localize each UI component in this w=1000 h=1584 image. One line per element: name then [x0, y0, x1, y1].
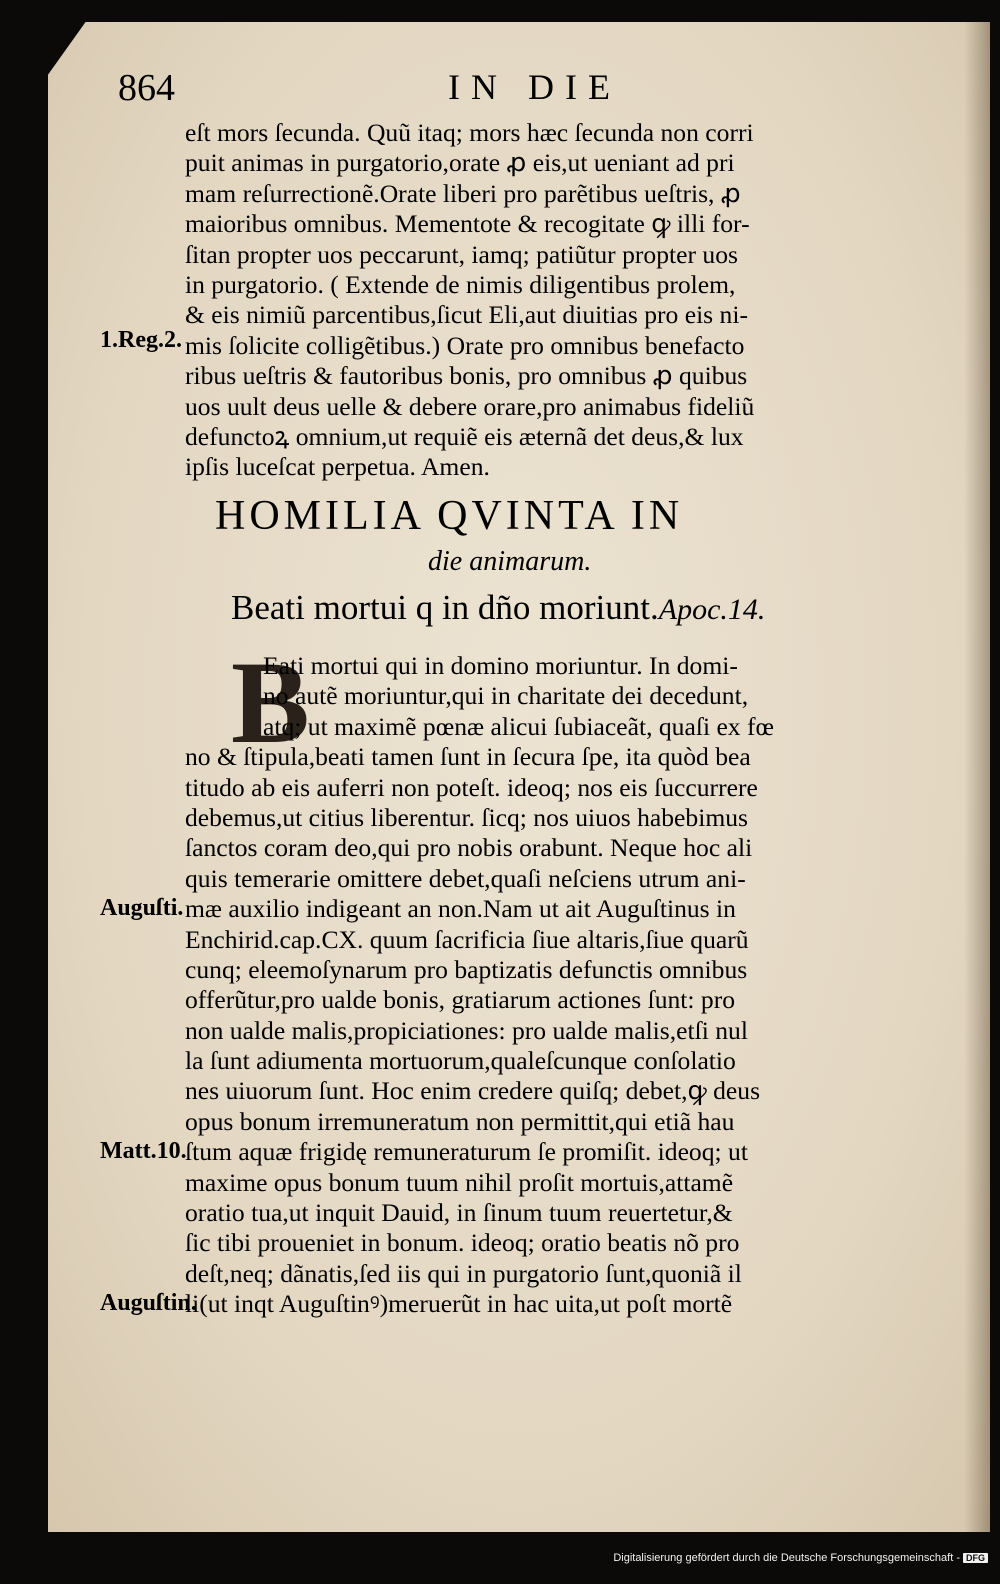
running-title: IN DIE: [448, 67, 621, 107]
verse-reference: Apoc.14.: [658, 593, 766, 626]
text-line: li(ut inqt Auguſtinꝰ)meruerũt in hac uita,ut poſt mortẽ: [185, 1289, 733, 1319]
dfg-logo: DFG: [963, 1553, 988, 1563]
page-header: [118, 66, 678, 110]
text-line: Enchirid.cap.CX. quum ſacrificia ſiue altaris,ſiue quarũ: [185, 924, 749, 954]
scripture-verse: [231, 588, 765, 628]
margin-note: Matt.10.: [100, 1138, 187, 1164]
margin-note: Auguſtin.: [100, 1290, 197, 1316]
text-line: mam reſurrectionẽ.Orate liberi pro parẽtibus ueſtris, ꝓ: [185, 178, 741, 208]
drop-cap: B: [231, 637, 310, 768]
text-line: offerũtur,pro ualde bonis, gratiarum actiones ſunt: pro: [185, 985, 736, 1015]
paragraph-2: [185, 651, 915, 1320]
text-line: puit animas in purgatorio,orate ꝓ eis,ut ueniant ad pri: [185, 148, 735, 178]
page-spine-shadow: [964, 22, 990, 1532]
text-line: no & ſtipula,beati tamen ſunt in ſecura ſpe, ita quòd bea: [185, 742, 751, 772]
text-line: deſt,neq; dãnatis,ſed iis qui in purgatorio ſunt,quoniã il: [185, 1258, 742, 1288]
text-line: & eis nimiũ parcentibus,ſicut Eli,aut diuitias pro eis ni-: [185, 300, 748, 330]
text-line: la ſunt adiumenta mortuorum,qualeſcunque conſolatio: [185, 1046, 736, 1076]
digitization-footer: [613, 1552, 988, 1564]
page-number: 864: [118, 67, 175, 109]
text-line: Eati mortui qui in domino moriuntur. In domi-: [263, 651, 738, 680]
verse-text: Beati mortui q in dño moriunt.: [231, 588, 659, 627]
text-line: non ualde malis,propiciationes: pro ualde malis,etſi nul: [185, 1015, 748, 1045]
footer-text: Digitalisierung gefördert durch die Deutsche Forschungsgemeinschaft -: [613, 1552, 960, 1564]
text-line: titudo ab eis auferri non poteſt. ideoq; nos eis ſuccurrere: [185, 772, 758, 802]
text-line: atq; ut maximẽ pœnæ alicui ſubiaceãt, quaſi ex fœ: [263, 711, 775, 741]
margin-note: Auguſti.: [100, 895, 184, 921]
text-line: in purgatorio. ( Extende de nimis diligentibus prolem,: [185, 269, 736, 299]
text-line: mis ſolicite colligẽtibus.) Orate pro omnibus benefacto: [185, 330, 745, 360]
text-line: ſanctos coram deo,qui pro nobis orabunt. Neque hoc ali: [185, 833, 753, 863]
text-line: ſitan propter uos peccarunt, iamq; patiũtur propter uos: [185, 239, 738, 269]
text-line: ipſis luceſcat perpetua. Amen.: [185, 452, 490, 482]
paragraph-1: [185, 118, 915, 483]
text-line: maioribus omnibus. Mementote & recogitate ꝙ illi for-: [185, 209, 750, 239]
text-line: quis temerarie omittere debet,quaſi neſciens utrum ani-: [185, 863, 746, 893]
text-line: ſic tibi proueniet in bonum. ideoq; oratio beatis nõ pro: [185, 1228, 740, 1258]
homily-subtitle: die animarum.: [428, 546, 592, 577]
text-line: mæ auxilio indigeant an non.Nam ut ait Auguſtinus in: [185, 894, 736, 924]
text-line: no autẽ moriuntur,qui in charitate dei decedunt,: [263, 681, 749, 711]
text-line: oratio tua,ut inquit Dauid, in ſinum tuum reuertetur,&: [185, 1198, 733, 1228]
text-line: opus bonum irremuneratum non permittit,qui etiã hau: [185, 1106, 735, 1136]
text-line: ſtum aquæ frigidę remuneraturum ſe promiſit. ideoq; ut: [185, 1137, 748, 1167]
text-line: debemus,ut citius liberentur. ſicq; nos uiuos habebimus: [185, 802, 748, 832]
homily-title: HOMILIA QVINTA IN: [215, 493, 684, 539]
text-line: nes uiuorum ſunt. Hoc enim credere quiſq; debet,ꝙ deus: [185, 1076, 761, 1106]
margin-note: 1.Reg.2.: [100, 327, 182, 353]
text-line: defunctoꝝ omnium,ut requiẽ eis æternã det deus,& lux: [185, 421, 744, 451]
text-line: eſt mors ſecunda. Quũ itaq; mors hæc ſecunda non corri: [185, 118, 754, 147]
text-line: ribus ueſtris & fautoribus bonis, pro omnibus ꝓ quibus: [185, 361, 748, 391]
text-line: cunq; eleemoſynarum pro baptizatis defunctis omnibus: [185, 954, 748, 984]
text-line: uos uult deus uelle & debere orare,pro animabus fideliũ: [185, 391, 755, 421]
text-line: maxime opus bonum tuum nihil proſit mortuis,attamẽ: [185, 1167, 734, 1197]
